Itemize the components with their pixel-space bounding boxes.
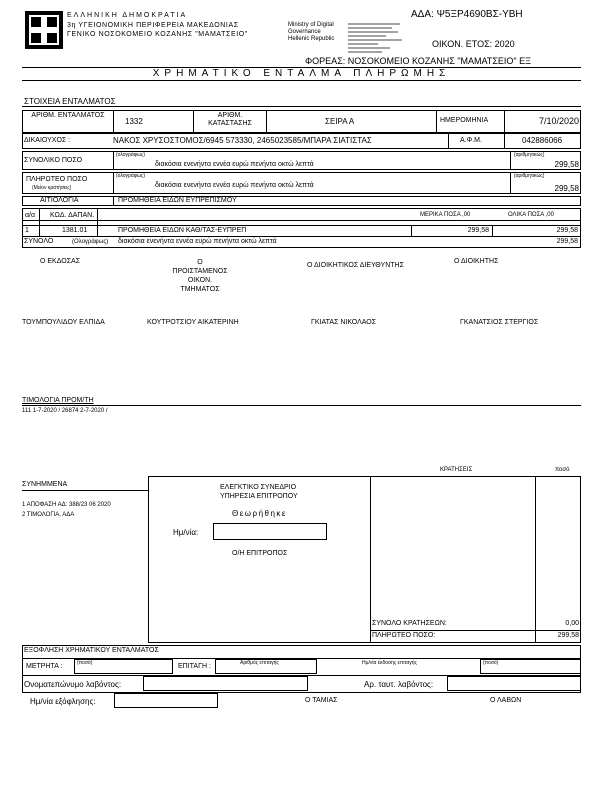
- total-amount: 299,58: [554, 160, 579, 169]
- deductions-amount-label: ποσό: [555, 467, 570, 473]
- head-title-line: ΟΙΚΟΝ.: [187, 277, 213, 284]
- sum-amount: 299,58: [556, 238, 578, 245]
- paid-in-words: διακόσια ενενήντα εννέα ευρώ πενήντα οκτώ λεπτά: [155, 182, 314, 189]
- receiver-name-label: Ονοματεπώνυμο λαβόντος:: [24, 680, 122, 689]
- statement-number-label: ΑΡΙΘΜ. ΚΑΤΑΣΤΑΣΗΣ: [208, 112, 252, 127]
- audit-date-field[interactable]: [213, 523, 327, 540]
- deductions-total-label: ΣΥΝΟΛΟ ΚΡΑΤΗΣΕΩΝ:: [372, 620, 447, 627]
- paid-sub-label: (Μείον κρατήσεις): [32, 185, 72, 191]
- signature-line: Governance: [288, 29, 321, 35]
- invoices-value: 111 1-7-2020 / 26874 2-7-2020 /: [22, 408, 108, 414]
- issuer-title: Ο ΕΚΔΟΣΑΣ: [40, 258, 81, 265]
- row-description: ΠΡΟΜΗΘΕΙΑ ΕΙΔΩΝ ΚΑΘ/ΤΑΣ-ΕΥΠΡΕΠ: [118, 227, 247, 234]
- sum-label: ΣΥΝΟΛΟ: [24, 238, 54, 245]
- head-title-line: Ο: [197, 259, 203, 266]
- audit-commissioner: Ο/Η ΕΠΙΤΡΟΠΟΣ: [232, 550, 288, 557]
- cause-label: ΑΙΤΙΟΛΟΓΙΑ: [40, 197, 79, 204]
- paid-label: ΠΛΗΡΩΤΕΟ ΠΟΣΟ: [26, 176, 88, 183]
- order-number: 1332: [125, 117, 143, 126]
- afm: 042886066: [522, 136, 563, 145]
- audit-service: ΥΠΗΡΕΣΙΑ ΕΠΙΤΡΟΠΟΥ: [220, 493, 298, 500]
- attachments-label: ΣΥΝΗΜΜΕΝΑ: [22, 481, 68, 488]
- total-in-words: διακόσια ενενήντα εννέα ευρώ πενήντα οκτώ λεπτά: [155, 161, 314, 168]
- director-name: ΓΚΙΑΤΑΣ ΝΙΚΟΛΑΟΣ: [311, 319, 377, 326]
- ada-code: ΑΔΑ: Ψ5ΞΡ4690ΒΣ-ΥΒΗ: [411, 9, 523, 20]
- afm-label: Α.Φ.Μ.: [460, 137, 482, 144]
- date-label: ΗΜΕΡΟΜΗΝΙΑ: [440, 117, 489, 124]
- payable-label: ΠΛΗΡΩΤΕΟ ΠΟΣΟ:: [372, 632, 436, 639]
- words-hint: (ολογράφως): [116, 152, 146, 158]
- digits-hint: (αριθμητικώς): [514, 173, 545, 179]
- signature-line: Ministry of Digital: [288, 22, 334, 28]
- fiscal-year: ΟΙΚΟΝ. ΕΤΟΣ: 2020: [432, 39, 515, 49]
- sum-in-words: διακόσια ενενήντα εννέα ευρώ πενήντα οκτώ λεπτά: [118, 238, 277, 245]
- country-name: ΕΛΛΗΝΙΚΗ ΔΗΜΟΚΡΑΤΙΑ: [67, 12, 188, 19]
- amount-hint: (ποσό): [483, 660, 499, 666]
- head-title-line: ΠΡΟΙΣΤΑΜΕΝΟΣ: [172, 268, 228, 275]
- check-issue-date-hint: Ημ/νία έκδοσης επιταγής: [362, 660, 417, 666]
- signature-stamp-graphic: [348, 22, 406, 56]
- check-label: ΕΠΙΤΑΓΗ :: [178, 663, 211, 670]
- deductions-label: ΚΡΑΤΗΣΕΙΣ: [440, 467, 473, 473]
- payment-date-field[interactable]: [114, 693, 218, 708]
- audit-court: ΕΛΕΓΚΤΙΚΟ ΣΥΝΕΔΡΙΟ: [220, 484, 297, 491]
- receiver-id-field[interactable]: [447, 676, 581, 691]
- row-aa: 1: [25, 227, 29, 234]
- head-of-finance-title: [160, 258, 240, 294]
- col-header-partial: ΜΕΡΙΚΑ ΠΟΣΑ ,00: [420, 212, 471, 218]
- series: ΣΕΙΡΑ Α: [325, 117, 355, 126]
- receiver-title: Ο ΛΑΒΩΝ: [490, 697, 522, 704]
- deductions-total: 0,00: [565, 620, 579, 627]
- row-code: 1381.01: [62, 227, 88, 234]
- check-number-hint: Αριθμός επιταγής: [240, 660, 279, 666]
- beneficiary: ΝΑΚΟΣ ΧΡΥΣΟΣΤΟΜΟΣ/6945 573330, 2465023585/ΜΠΑΡΑ ΣΙΑΤΙΣΤΑΣ: [113, 136, 372, 145]
- cause: ΠΡΟΜΗΘΕΙΑ ΕΙΔΩΝ ΕΥΠΡΕΠΙΣΜΟΥ: [118, 197, 237, 204]
- order-number-label: ΑΡΙΘΜ. ΕΝΤΑΛΜΑΤΟΣ: [31, 112, 105, 119]
- sum-hint: (Ολογράφως): [72, 239, 109, 245]
- amount-hint: (ποσό): [77, 660, 93, 666]
- receiver-id-label: Αρ. ταυτ. λαβόντος:: [364, 680, 434, 689]
- hospital-name: ΓΕΝΙΚΟ ΝΟΣΟΚΟΜΕΙΟ ΚΟΖΑΝΗΣ "ΜΑΜΑΤΣΕΙΟ": [67, 31, 248, 38]
- digits-hint: (αριθμητικώς): [514, 152, 545, 158]
- issuer-name: ΤΟΥΜΠΟΥΛΙΔΟΥ ΕΛΠΙΔΑ: [22, 319, 105, 326]
- row-total: 299,58: [556, 227, 578, 234]
- agency-name: ΦΟΡΕΑΣ: ΝΟΣΟΚΟΜΕΙΟ ΚΟΖΑΝΗΣ "ΜΑΜΑΤΣΕΙΟ" ΕΞ: [305, 56, 531, 66]
- signature-line: Hellenic Republic: [288, 36, 335, 42]
- region-name: 3η ΥΓΕΙΟΝΟΜΙΚΗ ΠΕΡΙΦΕΡΕΙΑ ΜΑΚΕΔΟΝΙΑΣ: [67, 22, 239, 29]
- audit-approved: Θεωρήθηκε: [232, 509, 287, 518]
- payment-date-label: Ημ/νία εξόφλησης:: [30, 697, 96, 706]
- audit-date-label: Ημ/νία:: [173, 528, 199, 537]
- head-name: ΚΟΥΤΡΟΤΣΙΟΥ ΑΙΚΑΤΕΡΙΝΗ: [147, 319, 239, 326]
- col-header-total: ΟΛΙΚΑ ΠΟΣΑ ,00: [508, 212, 554, 218]
- head-title-line: ΤΜΗΜΑΤΟΣ: [180, 286, 220, 293]
- digital-signature-block: [288, 22, 334, 43]
- section-label: ΣΤΟΙΧΕΙΑ ΕΝΤΑΛΜΑΤΟΣ: [24, 97, 116, 106]
- settlement-title: ΕΞΟΦΛΗΣΗ ΧΡΗΜΑΤΙΚΟΥ ΕΝΤΑΛΜΑΤΟΣ: [24, 647, 159, 654]
- words-hint: (ολογράφως): [116, 173, 146, 179]
- beneficiary-label: ΔΙΚΑΙΟΥΧΟΣ :: [24, 137, 71, 144]
- document-title: ΧΡΗΜΑΤΙΚΟ ΕΝΤΑΛΜΑ ΠΛΗΡΩΜΗΣ: [152, 68, 451, 79]
- paid-amount: 299,58: [554, 184, 579, 193]
- governor-title: Ο ΔΙΟΙΚΗΤΗΣ: [454, 258, 499, 265]
- attachment-item: 1 ΑΠΟΦΑΣΗ ΑΔ: 388/23 06 2020: [22, 502, 111, 508]
- total-label: ΣΥΝΟΛΙΚΟ ΠΟΣΟ: [24, 157, 83, 164]
- hellenic-cross-logo-icon: [25, 11, 63, 49]
- cash-label: ΜΕΤΡΗΤΑ :: [26, 663, 63, 670]
- col-header-aa: α/α: [25, 212, 36, 219]
- governor-name: ΓΚΑΝΑΤΣΙΟΣ ΣΤΕΡΓΙΟΣ: [460, 319, 539, 326]
- row-partial: 299,58: [467, 227, 489, 234]
- order-date: 7/10/2020: [538, 116, 579, 126]
- invoices-label: ΤΙΜΟΛΟΓΙΑ ΠΡΟΜ/ΤΗ: [22, 397, 94, 404]
- cashier-title: Ο ΤΑΜΙΑΣ: [305, 697, 338, 704]
- admin-director-title: Ο ΔΙΟΙΚΗΤΙΚΟΣ ΔΙΕΥΘΥΝΤΗΣ: [307, 262, 404, 269]
- attachment-item: 2 ΤΙΜΟΛΟΓΙΑ, ΑΔΑ: [22, 512, 75, 518]
- receiver-name-field[interactable]: [143, 676, 308, 691]
- col-header-code: ΚΩΔ. ΔΑΠΑΝ.: [50, 212, 95, 219]
- payable-amount: 299,58: [557, 632, 579, 639]
